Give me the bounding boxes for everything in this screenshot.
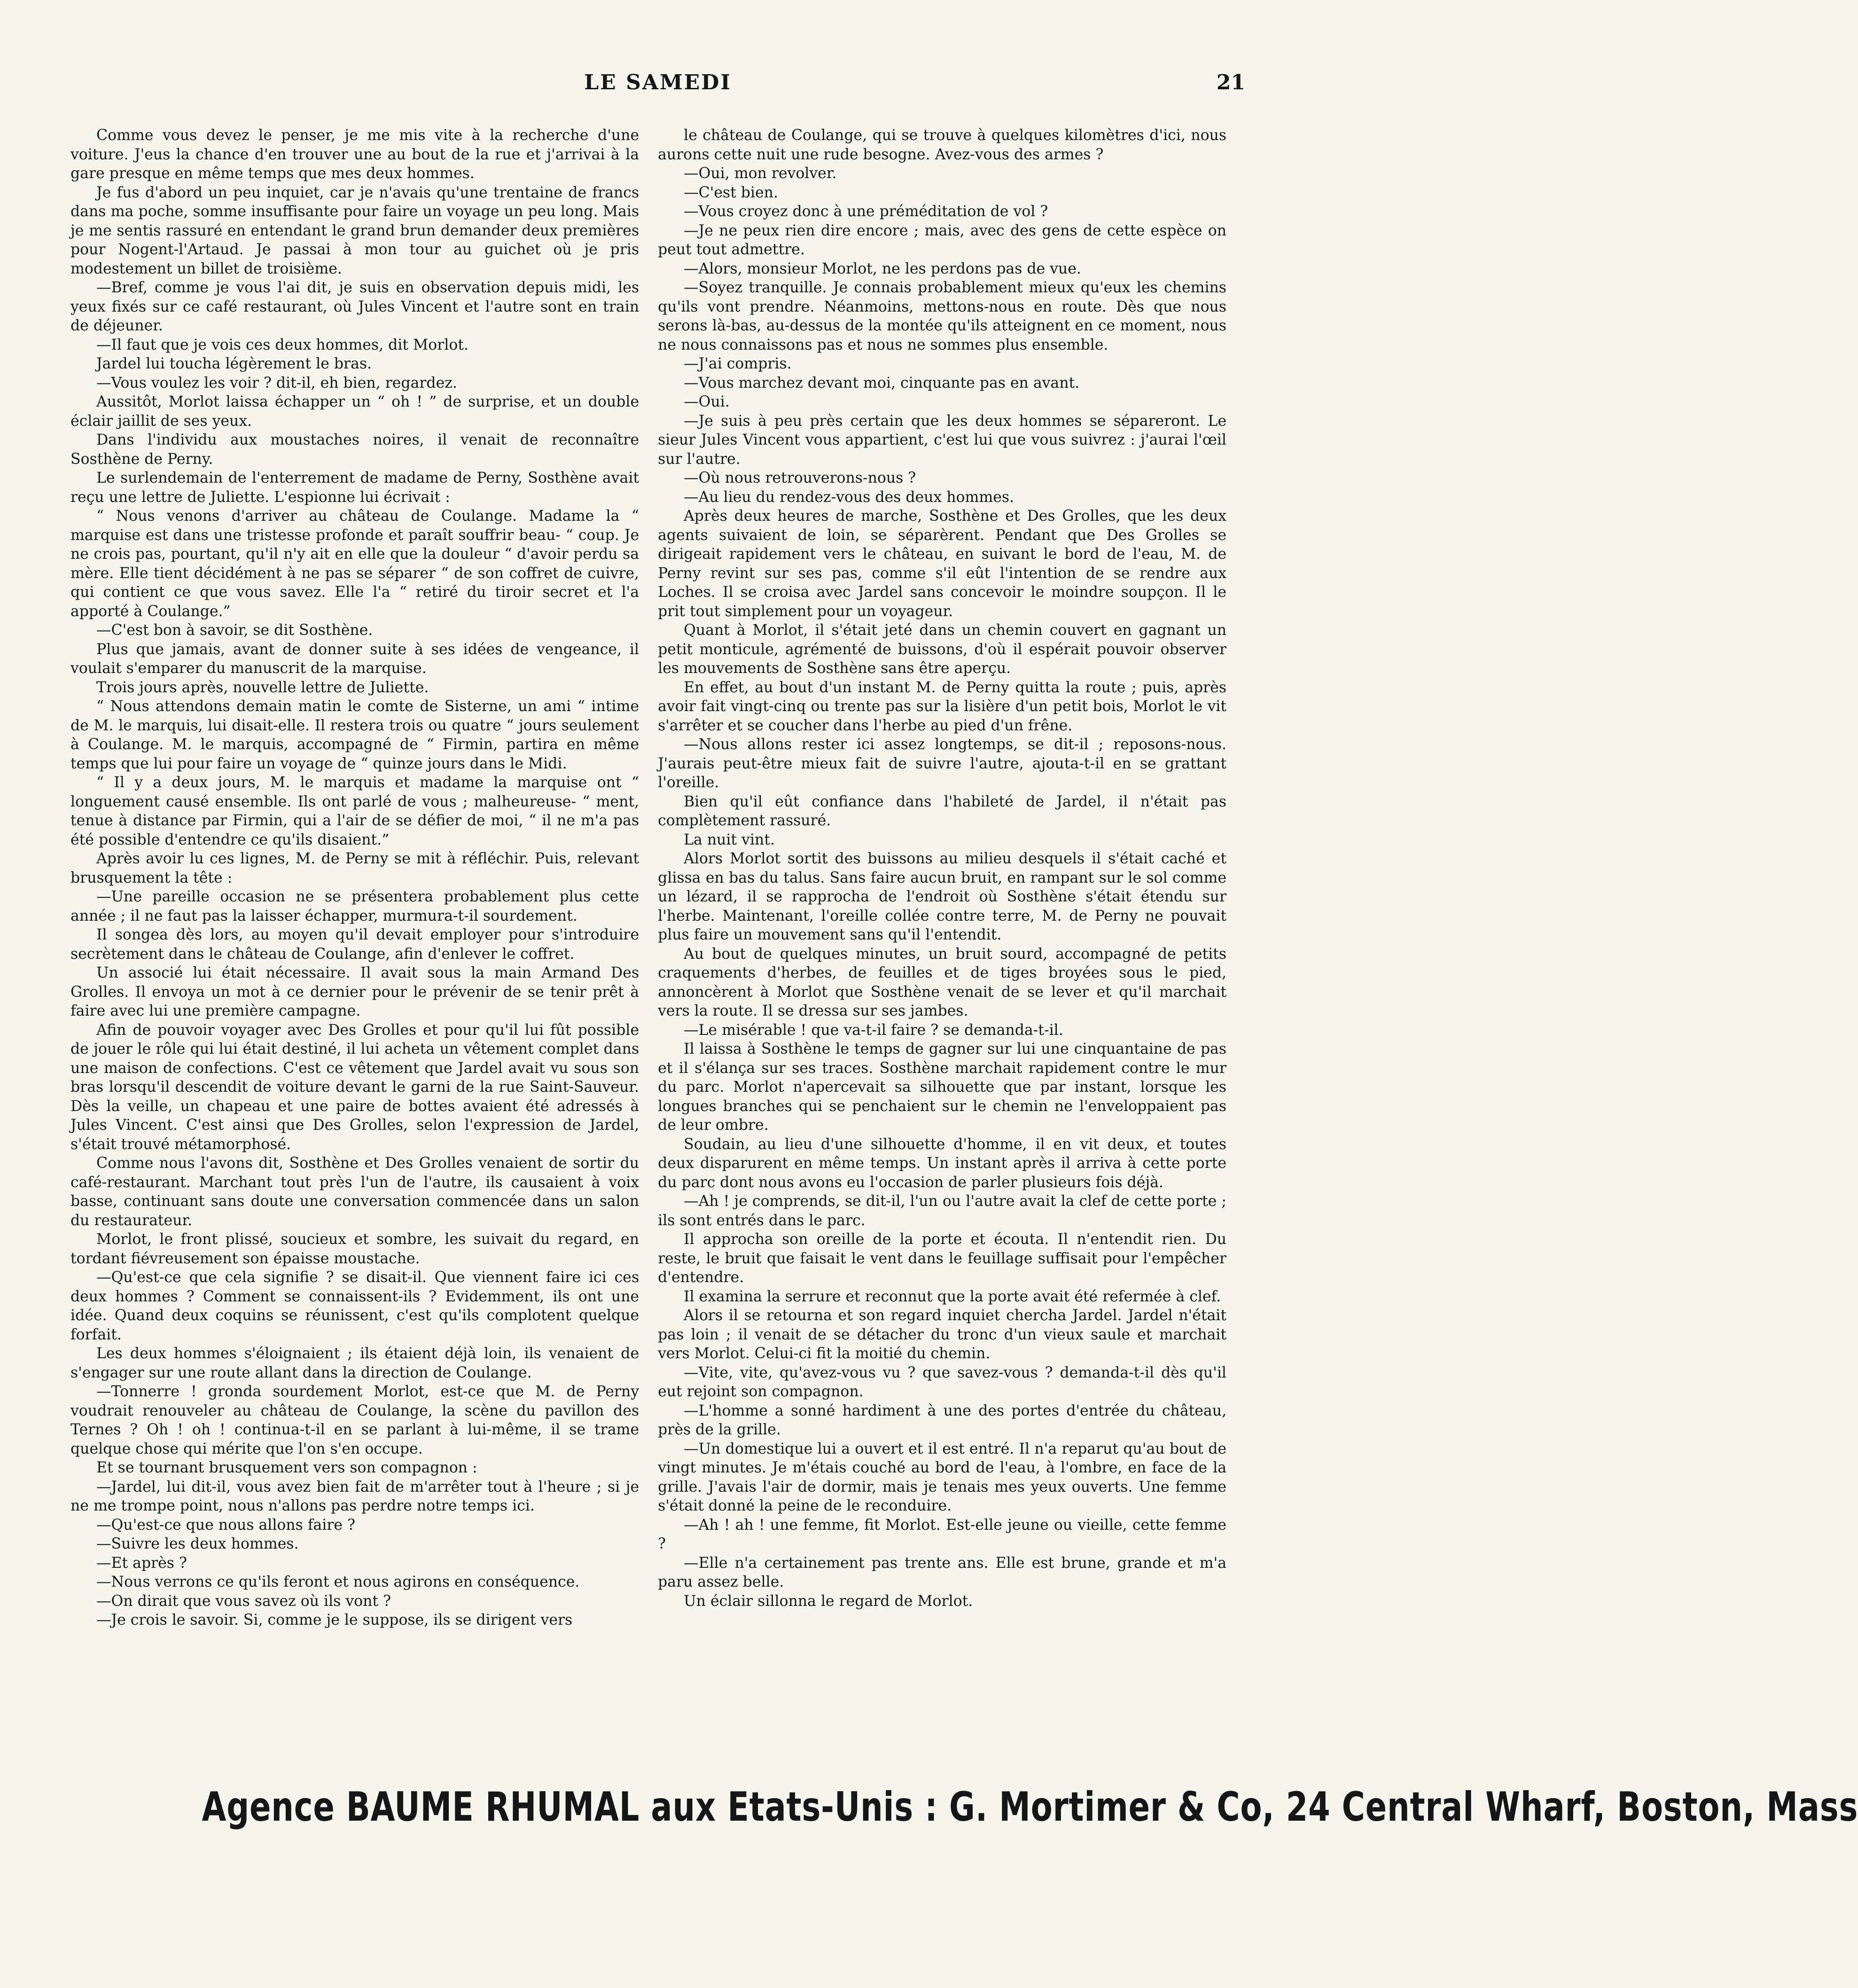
- paragraph: —Bref, comme je vous l'ai dit, je suis en observation depuis midi, les yeux fixés sur ce café restaurant, où Jules Vincent et l'autre sont en train de déjeuner.: [70, 279, 639, 334]
- paragraph: —Oui, mon revolver.: [684, 165, 837, 182]
- paragraph: Bien qu'il eût confiance dans l'habileté de Jardel, il n'était pas complètement rassuré.: [658, 793, 1226, 829]
- page-header: [70, 70, 1245, 108]
- running-title: LE SAMEDI: [584, 70, 732, 94]
- paragraph: —Elle n'a certainement pas trente ans. Elle est brune, grande et m'a paru assez belle.: [658, 1554, 1226, 1590]
- paragraph: —Qu'est-ce que cela signifie ? se disait-il. Que viennent faire ici ces deux hommes ? Comment se connaissent-ils ? Evidemment, ils ont une idée. Quand deux coquins se réunissent, c'est qu'ils complotent quelque forfait.: [70, 1269, 639, 1343]
- paragraph: —Qu'est-ce que nous allons faire ?: [96, 1516, 355, 1534]
- paragraph: —C'est bon à savoir, se dit Sosthène.: [96, 622, 373, 639]
- paragraph: le château de Coulange, qui se trouve à quelques kilomètres d'ici, nous aurons cette nuit une rude besogne. Avez-vous des armes ?: [658, 127, 1226, 163]
- paragraph: Alors Morlot sortit des buissons au milieu desquels il s'était caché et glissa en bas du talus. Sans faire aucun bruit, en rampant sur le sol comme un lézard, il se rapprocha de l'endroit où Sosthène s'était étendu sur l'herbe. Maintenant, l'oreille collée contre terre, M. de Perny ne pouvait plus faire un mouvement sans qu'il l'entendit.: [658, 850, 1226, 943]
- paragraph: —Il faut que je vois ces deux hommes, dit Morlot.: [96, 336, 469, 353]
- paragraph: Je fus d'abord un peu inquiet, car je n'avais qu'une trentaine de francs dans ma poche, somme insuffisante pour faire un voyage un peu long. Mais je me sentis rassuré en entendant le grand brun demander deux premières pour Nogent-l'Artaud. Je passai à mon tour au guichet où je pris modestement un billet de troisième.: [70, 184, 639, 277]
- paragraph: —Et après ?: [96, 1554, 187, 1572]
- paragraph: —Un domestique lui a ouvert et il est entré. Il n'a reparut qu'au bout de vingt minutes. Je m'étais couché au bord de l'eau, à l'ombre, en face de la grille. J'avais l'air de dormir, mais je tenais mes yeux ouverts. Une femme s'était donné la peine de le reconduire.: [658, 1440, 1226, 1514]
- paragraph: —Où nous retrouverons-nous ?: [684, 470, 916, 486]
- page-number: 21: [1216, 70, 1245, 94]
- right-column: [658, 126, 1226, 1752]
- paragraph: —L'homme a sonné hardiment à une des portes d'entrée du château, près de la grille.: [658, 1402, 1226, 1438]
- paragraph: “ Nous venons d'arriver au château de Coulange. Madame la “ marquise est dans une tristesse profonde et paraît souffrir beau- “ coup. Je ne crois pas, pourtant, qu'il n'y ait en elle que la douleur “ d'avoir perdu sa mère. Elle tient décidément à ne pas se séparer “ de son coffret de cuivre, qui contient ce que vous savez. Elle l'a “ retiré du tiroir secret et l'a apporté à Coulange.”: [70, 508, 639, 620]
- paragraph: Aussitôt, Morlot laissa échapper un “ oh ! ” de surprise, et un double éclair jaillit de ses yeux.: [70, 393, 639, 430]
- paragraph: Quant à Morlot, il s'était jeté dans un chemin couvert en gagnant un petit monticule, agrémenté de buissons, d'où il espérait pouvoir observer les mouvements de Sosthène sans être aperçu.: [658, 622, 1226, 677]
- paragraph: —Oui.: [684, 393, 730, 410]
- paragraph: “ Il y a deux jours, M. le marquis et madame la marquise ont “ longuement causé ensemble. Ils ont parlé de vous ; malheureuse- “ ment, tenue à distance par Firmin, qui a l'air de se défier de moi, “ il ne m'a pas été possible d'entendre ce qu'ils disaient.”: [70, 774, 639, 848]
- paragraph: —Nous allons rester ici assez longtemps, se dit-il ; reposons-nous. J'aurais peut-être mieux fait de suivre l'autre, ajouta-t-il en se grattant l'oreille.: [658, 736, 1226, 791]
- paragraph: —Jardel, lui dit-il, vous avez bien fait de m'arrêter tout à l'heure ; si je ne me trompe point, nous n'allons pas perdre notre temps ici.: [70, 1478, 639, 1514]
- paragraph: Il laissa à Sosthène le temps de gagner sur lui une cinquantaine de pas et il s'élança sur ses traces. Sosthène marchait rapidement contre le mur du parc. Morlot n'apercevait sa silhouette que par instant, lorsque les longues branches qui se penchaient sur le chemin ne l'enveloppaient pas de leur ombre.: [658, 1041, 1226, 1134]
- paragraph: Alors il se retourna et son regard inquiet chercha Jardel. Jardel n'était pas loin ; il venait de se détacher du tronc d'un vieux saule et marchait vers Morlot. Celui-ci fit la moitié du chemin.: [658, 1307, 1226, 1362]
- paragraph: Au bout de quelques minutes, un bruit sourd, accompagné de petits craquements d'herbes, de feuilles et de tiges broyées sous le pied, annoncèrent à Morlot que Sosthène venait de se lever et qu'il marchait vers la route. Il se dressa sur ses jambes.: [658, 945, 1226, 1019]
- paragraph: —Vite, vite, qu'avez-vous vu ? que savez-vous ? demanda-t-il dès qu'il eut rejoint son compagnon.: [658, 1364, 1226, 1400]
- paragraph: En effet, au bout d'un instant M. de Perny quitta la route ; puis, après avoir fait vingt-cinq ou trente pas sur la lisière d'un petit bois, Morlot le vit s'arrêter et se coucher dans l'herbe au pied d'un frêne.: [658, 679, 1226, 734]
- paragraph: Morlot, le front plissé, soucieux et sombre, les suivait du regard, en tordant fiévreusement son épaisse moustache.: [70, 1231, 639, 1267]
- paragraph: —Je suis à peu près certain que les deux hommes se sépareront. Le sieur Jules Vincent vous appartient, c'est lui que vous suivrez : j'aurai l'œil sur l'autre.: [658, 412, 1226, 468]
- paragraph: Il examina la serrure et reconnut que la porte avait été refermée à clef.: [684, 1288, 1221, 1305]
- paragraph: —Ah ! je comprends, se dit-il, l'un ou l'autre avait la clef de cette porte ; ils sont entrés dans le parc.: [658, 1193, 1226, 1229]
- paragraph: “ Nous attendons demain matin le comte de Sisterne, un ami “ intime de M. le marquis, lui disait-elle. Il restera trois ou quatre “ jours seulement à Coulange. M. le marquis, accompagné de “ Firmin, partira en même temps que lui pour faire un voyage de “ quinze jours dans le Midi.: [70, 698, 639, 772]
- paragraph: —On dirait que vous savez où ils vont ?: [96, 1592, 391, 1610]
- paragraph: —Une pareille occasion ne se présentera probablement plus cette année ; il ne faut pas la laisser échapper, murmura-t-il sourdement.: [70, 888, 639, 924]
- paragraph: Il approcha son oreille de la porte et écouta. Il n'entendit rien. Du reste, le bruit que faisait le vent dans le feuillage suffisait pour l'empêcher d'entendre.: [658, 1231, 1226, 1286]
- left-column: [70, 126, 639, 1752]
- paragraph: Comme vous devez le penser, je me mis vite à la recherche d'une voiture. J'eus la chance d'en trouver une au bout de la rue et j'arrivai à la gare presque en même temps que mes deux hommes.: [70, 127, 639, 182]
- paragraph: Après avoir lu ces lignes, M. de Perny se mit à réfléchir. Puis, relevant brusquement la tête :: [70, 850, 639, 886]
- paragraph: —Vous marchez devant moi, cinquante pas en avant.: [684, 374, 1080, 391]
- paragraph: Comme nous l'avons dit, Sosthène et Des Grolles venaient de sortir du café-restaurant. Marchant tout près l'un de l'autre, ils causaient à voix basse, continuant sans doute une conversation commencée dans un salon du restaurateur.: [70, 1155, 639, 1229]
- paragraph: —Vous croyez donc à une préméditation de vol ?: [684, 203, 1048, 220]
- paragraph: Dans l'individu aux moustaches noires, il venait de reconnaître Sosthène de Perny.: [70, 431, 639, 468]
- paragraph: —J'ai compris.: [684, 355, 792, 372]
- paragraph: Soudain, au lieu d'une silhouette d'homme, il en vit deux, et toutes deux disparurent en même temps. Un instant après il arriva à cette porte du parc dont nous avons eu l'occasion de parler plusieurs fois déjà.: [658, 1135, 1226, 1191]
- paragraph: Un associé lui était nécessaire. Il avait sous la main Armand Des Grolles. Il envoya un mot à ce dernier pour le prévenir de se tenir prêt à faire avec lui une première campagne.: [70, 964, 639, 1019]
- paragraph: —C'est bien.: [684, 184, 778, 201]
- paragraph: —Suivre les deux hommes.: [96, 1535, 299, 1552]
- paragraph: Jardel lui toucha légèrement le bras.: [96, 355, 372, 372]
- advertisement-banner: Agence BAUME RHUMAL aux Etats-Unis : G. Mortimer & Co, 24 Central Wharf, Boston, Mass: [202, 1784, 1858, 1831]
- paragraph: Trois jours après, nouvelle lettre de Juliette.: [96, 679, 429, 696]
- paragraph: —Alors, monsieur Morlot, ne les perdons pas de vue.: [684, 260, 1081, 277]
- paragraph: —Nous verrons ce qu'ils feront et nous agirons en conséquence.: [96, 1573, 580, 1590]
- paragraph: Et se tournant brusquement vers son compagnon :: [96, 1459, 477, 1476]
- paragraph: Plus que jamais, avant de donner suite à ses idées de vengeance, il voulait s'emparer du manuscrit de la marquise.: [70, 641, 639, 677]
- paragraph: —Au lieu du rendez-vous des deux hommes.: [684, 488, 1015, 506]
- paragraph: —Je ne peux rien dire encore ; mais, avec des gens de cette espèce on peut tout admettre.: [658, 222, 1226, 258]
- paragraph: Afin de pouvoir voyager avec Des Grolles et pour qu'il lui fût possible de jouer le rôle qui lui était destiné, il lui acheta un vêtement complet dans une maison de confections. C'est ce vêtement que Jardel avait vu sous son bras lorsqu'il descendit de voiture devant le garni de la rue Saint-Sauveur. Dès la veille, un chapeau et une paire de bottes avaient été adressés à Jules Vincent. C'est ainsi que Des Grolles, selon l'expression de Jardel, s'était trouvé métamorphosé.: [70, 1021, 639, 1153]
- paragraph: Il songea dès lors, au moyen qu'il devait employer pour s'introduire secrètement dans le château de Coulange, afin d'enlever le coffret.: [70, 926, 639, 963]
- paragraph: Un éclair sillonna le regard de Morlot.: [684, 1592, 973, 1610]
- paragraph: La nuit vint.: [684, 831, 775, 848]
- paragraph: —Soyez tranquille. Je connais probablement mieux qu'eux les chemins qu'ils vont prendre. Néanmoins, mettons-nous en route. Dès que nous serons là-bas, au-dessus de la montée qu'ils atteignent en ce moment, nous ne nous connaissons pas et nous ne sommes plus ensemble.: [658, 279, 1226, 353]
- paragraph: —Vous voulez les voir ? dit-il, eh bien, regardez.: [96, 374, 457, 391]
- paragraph: —Je crois le savoir. Si, comme je le suppose, ils se dirigent vers: [96, 1612, 573, 1628]
- paragraph: —Tonnerre ! gronda sourdement Morlot, est-ce que M. de Perny voudrait renouveler au château de Coulange, la scène du pavillon des Ternes ? Oh ! oh ! continua-t-il en se parlant à lui-même, il se trame quelque chose qui mérite que l'on s'en occupe.: [70, 1383, 639, 1457]
- paragraph: —Le misérable ! que va-t-il faire ? se demanda-t-il.: [684, 1021, 1063, 1039]
- paragraph: —Ah ! ah ! une femme, fit Morlot. Est-elle jeune ou vieille, cette femme ?: [658, 1516, 1226, 1552]
- paragraph: Le surlendemain de l'enterrement de madame de Perny, Sosthène avait reçu une lettre de Juliette. L'espionne lui écrivait :: [70, 470, 639, 506]
- paragraph: Les deux hommes s'éloignaient ; ils étaient déjà loin, ils venaient de s'engager sur une route allant dans la direction de Coulange.: [70, 1345, 639, 1381]
- paragraph: Après deux heures de marche, Sosthène et Des Grolles, que les deux agents suivaient de loin, se séparèrent. Pendant que Des Grolles se dirigeait rapidement vers le château, en suivant le bord de l'eau, M. de Perny revint sur ses pas, comme s'il eût l'intention de se rendre aux Loches. Il se croisa avec Jardel sans concevoir le moindre soupçon. Il le prit tout simplement pour un voyageur.: [658, 508, 1226, 620]
